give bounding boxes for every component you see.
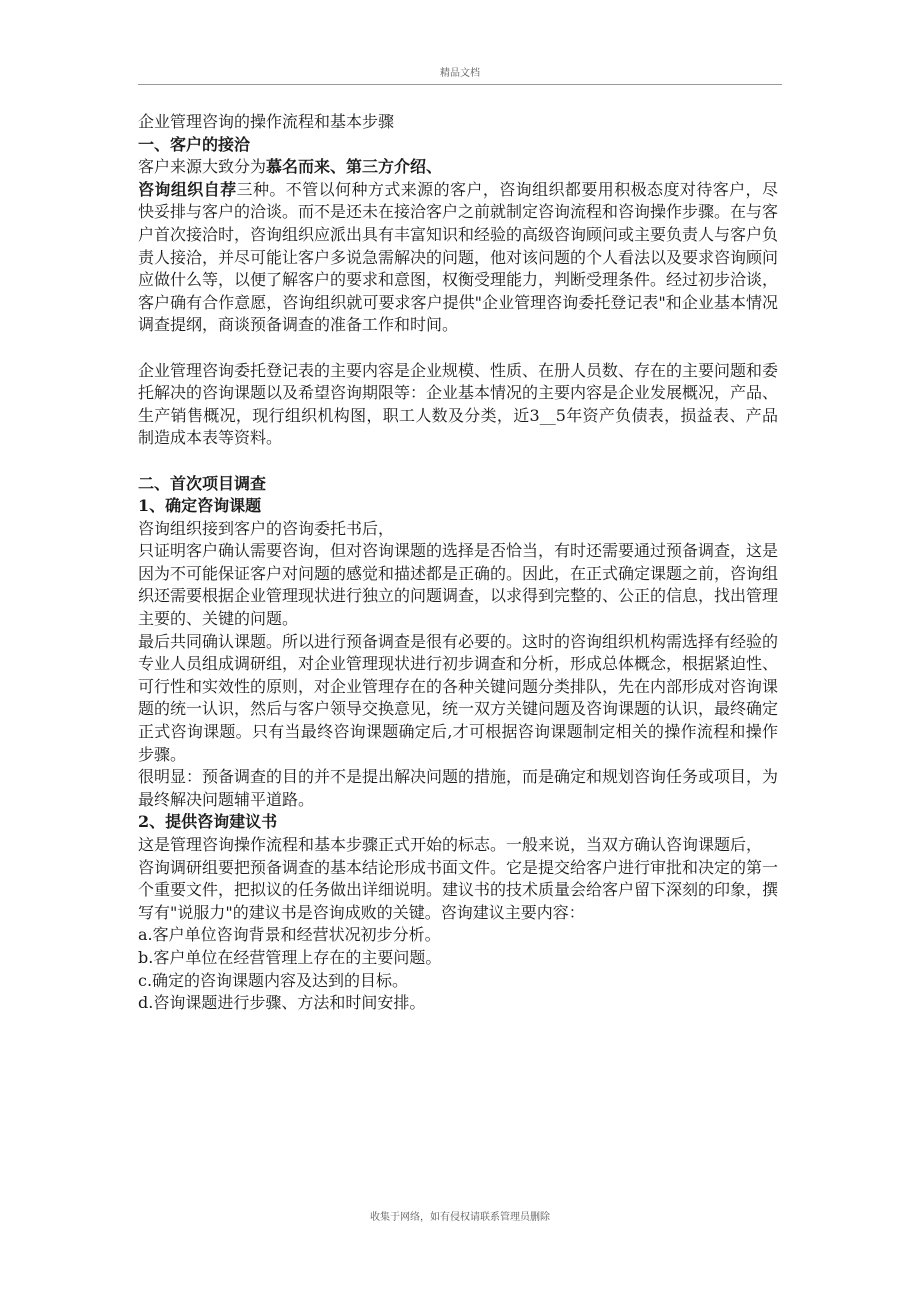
subsection-2-line: 这是管理咨询操作流程和基本步骤正式开始的标志。一般来说，当双方确认咨询课题后， (138, 835, 763, 854)
list-item: a.客户单位咨询背景和经营状况初步分析。 (138, 925, 441, 945)
paragraph-2: 企业管理咨询委托登记表的主要内容是企业规模、性质、在册人员数、存在的主要问题和委托解决的咨询课题以及希望咨询期限等：企业基本情况的主要内容是企业发展概况，产品、生产销售概况，现行组织机构图，职工人数及分类，近3__5年资产负债表，损益表、产品制造成本表等资料。 (138, 360, 779, 448)
subsection-2-line: 咨询调研组要把预备调查的基本结论形成书面文件。它是提交给客户进行审批和决定的第一个重要文件，把拟议的任务做出详细说明。建议书的技术质量会给客户留下深刻的印象，撰写有"说服力"的建议书是咨询成败的关键。咨询建议主要内容： (138, 857, 779, 922)
list-item: d.咨询课题进行步骤、方法和时间安排。 (138, 993, 426, 1013)
section-heading-2: 二、首次项目调查 (138, 473, 267, 493)
page-header (138, 0, 782, 85)
intro-plain: 客户来源大致分为 (138, 157, 267, 177)
paragraph-gap (138, 337, 778, 360)
subsection-heading-2: 2、提供咨询建议书 (138, 812, 278, 832)
subsection-heading-1: 1、确定咨询课题 (138, 496, 262, 516)
list-item: b.客户单位在经营管理上存在的主要问题。 (138, 947, 442, 967)
document-body (138, 111, 778, 1015)
subsection-1-line: 咨询组织接到客户的咨询委托书后， (138, 518, 395, 538)
paragraph-1-bold: 咨询组织自荐 (138, 179, 237, 199)
list-item: c.确定的咨询课题内容及达到的目标。 (138, 970, 409, 990)
paragraph-1-text: 三种。不管以何种方式来源的客户，咨询组织都要用积极态度对待客户，尽快妥排与客户的洽谈。而不是还未在接洽客户之前就制定咨询流程和咨询操作步骤。在与客户首次接洽时，咨询组织应派出具有丰富知识和经验的高级咨询顾问或主要负责人与客户负责人接洽，并尽可能让客户多说急需解决的问题，他对该问题的个人看法以及要求咨询顾问应做什么等，以便了解客户的要求和意图，权衡受理能力，判断受理条件。经过初步洽谈，客户确有合作意愿，咨询组织就可要求客户提供"企业管理咨询委托登记表"和企业基本情况调查提纲，商谈预备调查的准备工作和时间。 (138, 179, 779, 335)
subsection-1-line: 最后共同确认课题。所以进行预备调查是很有必要的。这时的咨询组织机构需选择有经验的专业人员组成调研组，对企业管理现状进行初步调查和分析，形成总体概念，根据紧迫性、可行性和实效性的原则，对企业管理存在的各种关键问题分类排队，先在内部形成对咨询课题的统一认识，然后与客户领导交换意见，统一双方关键问题及咨询课题的认识，最终确定正式咨询课题。只有当最终咨询课题确定后,才可根据咨询课题制定相关的操作流程和操作步骤。 (138, 631, 779, 764)
document-title: 企业管理咨询的操作流程和基本步骤 (138, 112, 395, 131)
section-heading-1: 一、客户的接洽 (138, 134, 251, 154)
intro-line (138, 156, 778, 179)
subsection-1-line: 只证明客户确认需要咨询，但对咨询课题的选择是否恰当，有时还需要通过预备调查，这是因为不可能保证客户对问题的感觉和描述都是正确的。因此，在正式确定课题之前，咨询组织还需要根据企业管理现状进行独立的问题调查，以求得到完整的、公正的信息，找出管理主要的、关键的问题。 (138, 541, 779, 629)
paragraph-gap (138, 450, 778, 473)
page-footer: 收集于网络，如有侵权请联系管理员删除 (370, 1212, 550, 1223)
paragraph-1 (138, 179, 778, 337)
intro-bold: 慕名而来、第三方介绍、 (266, 157, 443, 177)
header-label: 精品文档 (440, 68, 480, 79)
subsection-1-line: 很明显：预备调查的目的并不是提出解决问题的措施，而是确定和规划咨询任务或项目，为最终解决问题辅平道路。 (138, 767, 779, 809)
